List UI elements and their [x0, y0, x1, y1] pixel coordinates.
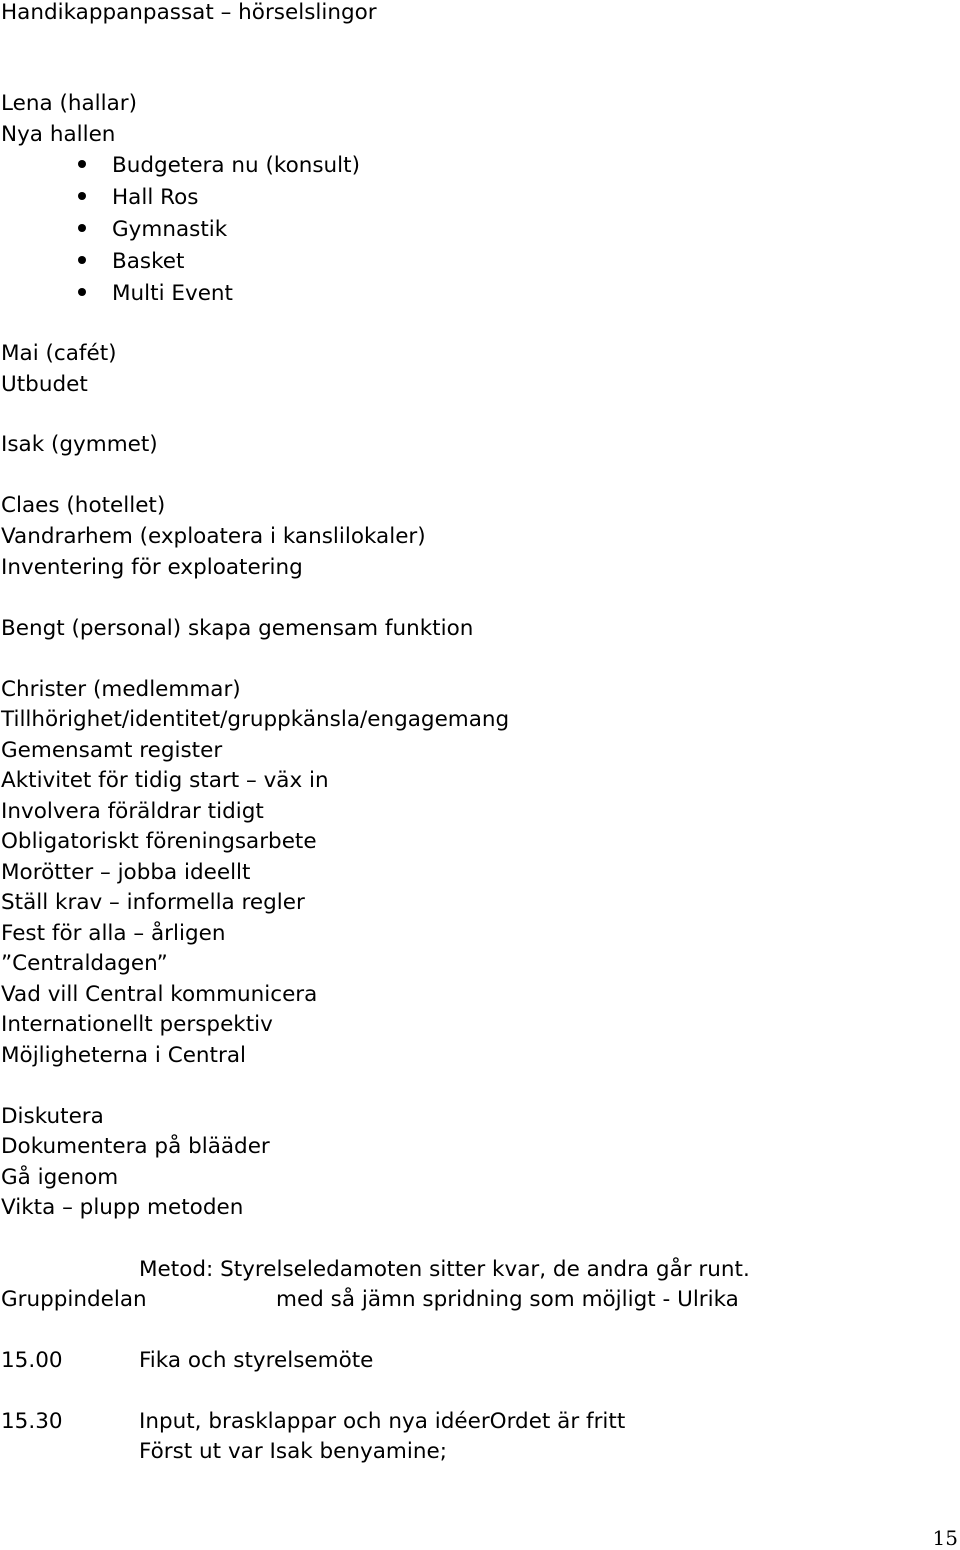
christer-line: Ställ krav – informella regler	[1, 890, 305, 915]
schedule-time: 15.30	[1, 1409, 63, 1434]
christer-line: Vad vill Central kommunicera	[1, 982, 318, 1007]
bengt-heading: Bengt (personal) skapa gemensam funktion	[1, 616, 474, 641]
bullet-icon	[78, 224, 86, 232]
method-text-cont: med så jämn spridning som möjligt - Ulrika	[276, 1287, 739, 1312]
christer-line: Gemensamt register	[1, 738, 223, 763]
bullet-icon	[78, 256, 86, 264]
bullet-icon	[78, 192, 86, 200]
page-title: Handikappanpassat – hörselslingor	[1, 0, 377, 25]
list-item: Hall Ros	[78, 187, 198, 209]
list-item: Budgetera nu (konsult)	[78, 155, 360, 177]
page-number: 15	[932, 1526, 958, 1550]
lena-heading: Lena (hallar)	[1, 91, 138, 116]
schedule-text: Först ut var Isak benyamine;	[139, 1439, 447, 1464]
schedule-time: 15.00	[1, 1348, 63, 1373]
claes-line: Vandrarhem (exploatera i kanslilokaler)	[1, 524, 426, 549]
claes-heading: Claes (hotellet)	[1, 493, 166, 518]
method-text: Metod: Styrelseledamoten sitter kvar, de andra går runt.	[139, 1257, 750, 1282]
bullet-icon	[78, 160, 86, 168]
schedule-text: Fika och styrelsemöte	[139, 1348, 374, 1373]
discuss-line: Gå igenom	[1, 1165, 119, 1190]
christer-line: Obligatoriskt föreningsarbete	[1, 829, 317, 854]
claes-line: Inventering för exploatering	[1, 555, 303, 580]
christer-line: ”Centraldagen”	[1, 951, 168, 976]
isak-heading: Isak (gymmet)	[1, 432, 158, 457]
list-item: Multi Event	[78, 283, 233, 305]
discuss-line: Diskutera	[1, 1104, 104, 1129]
list-item: Basket	[78, 251, 184, 273]
christer-heading: Christer (medlemmar)	[1, 677, 241, 702]
list-item: Gymnastik	[78, 219, 227, 241]
discuss-line: Vikta – plupp metoden	[1, 1195, 244, 1220]
mai-heading: Mai (cafét)	[1, 341, 117, 366]
bullet-icon	[78, 288, 86, 296]
christer-line: Morötter – jobba ideellt	[1, 860, 251, 885]
schedule-text: Input, brasklappar och nya idéerOrdet är fritt	[139, 1409, 626, 1434]
discuss-line: Dokumentera på blääder	[1, 1134, 270, 1159]
lena-sub: Nya hallen	[1, 122, 116, 147]
gruppindelan-label: Gruppindelan	[1, 1287, 147, 1312]
christer-line: Fest för alla – årligen	[1, 921, 226, 946]
christer-line: Aktivitet för tidig start – väx in	[1, 768, 329, 793]
christer-line: Involvera föräldrar tidigt	[1, 799, 264, 824]
christer-line: Möjligheterna i Central	[1, 1043, 246, 1068]
mai-sub: Utbudet	[1, 372, 88, 397]
christer-line: Tillhörighet/identitet/gruppkänsla/engagemang	[1, 707, 510, 732]
christer-line: Internationellt perspektiv	[1, 1012, 273, 1037]
